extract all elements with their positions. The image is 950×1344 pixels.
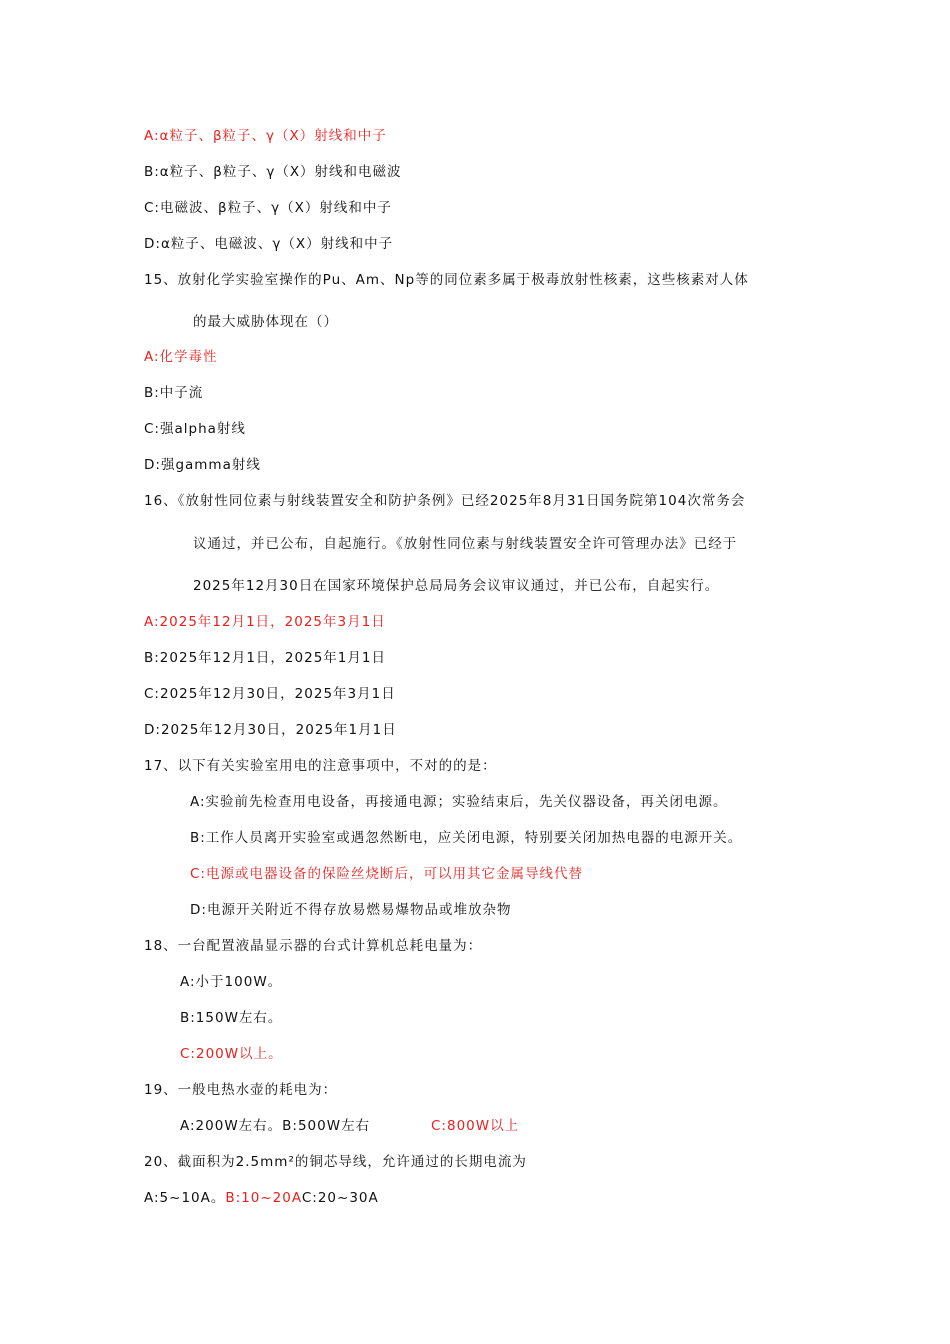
q16-stem-line-2: 议通过，并已公布，自起施行。《放射性同位素与射线装置安全许可管理办法》已经于 (193, 536, 738, 552)
q16-stem-line-1: 16、《放射性同位素与射线装置安全和防护条例》已经2025年8月31日国务院第104次常务会 (144, 493, 746, 509)
q17-option-b: B:工作人员离开实验室或遇忽然断电，应关闭电源，特别要关闭加热电器的电源开关。 (190, 830, 743, 846)
q18-stem: 18、一台配置液晶显示器的台式计算机总耗电量为： (144, 938, 483, 954)
q15-stem-line-2: 的最大威胁体现在（） (193, 314, 338, 330)
q16-option-d: D:2025年12月30日，2025年1月1日 (144, 722, 397, 738)
q20-option-c: C:20~30A (301, 1190, 379, 1206)
q15-option-c: C:强alpha射线 (144, 421, 246, 437)
q19-option-a-b: A:200W左右。B:500W左右 (180, 1118, 371, 1134)
q17-option-d: D:电源开关附近不得存放易燃易爆物品或堆放杂物 (190, 902, 512, 918)
q18-option-b: B:150W左右。 (180, 1010, 283, 1026)
q16-option-c: C:2025年12月30日，2025年3月1日 (144, 686, 396, 702)
q18-option-c-answer: C:200W以上。 (180, 1046, 283, 1062)
q20-options (144, 1189, 379, 1207)
q16-option-a-answer: A:2025年12月1日，2025年3月1日 (144, 614, 386, 630)
q15-option-d: D:强gamma射线 (144, 457, 261, 473)
q18-option-a: A:小于100W。 (180, 974, 283, 990)
q14-option-a-answer: A:α粒子、β粒子、γ（X）射线和中子 (144, 128, 387, 144)
q19-option-c-answer: C:800W以上 (431, 1118, 520, 1134)
q14-option-b: B:α粒子、β粒子、γ（X）射线和电磁波 (144, 164, 402, 180)
q20-option-b-answer: B:10~20A (225, 1190, 302, 1206)
q15-stem-line-1: 15、放射化学实验室操作的Pu、Am、Np等的同位素多属于极毒放射性核素，这些核素对人体 (144, 272, 749, 288)
q17-option-c-answer: C:电源或电器设备的保险丝烧断后，可以用其它金属导线代替 (190, 866, 583, 882)
q20-option-a: A:5~10A。 (144, 1190, 226, 1206)
q15-option-a-answer: A:化学毒性 (144, 349, 218, 365)
q17-option-a: A:实验前先检查用电设备，再接通电源；实验结束后，先关仪器设备，再关闭电源。 (190, 794, 728, 810)
q19-stem: 19、一般电热水壶的耗电为： (144, 1082, 338, 1098)
q16-option-b: B:2025年12月1日，2025年1月1日 (144, 650, 386, 666)
q14-option-c: C:电磁波、β粒子、γ（X）射线和中子 (144, 200, 392, 216)
q20-stem: 20、截面积为2.5mm²的铜芯导线，允许通过的长期电流为 (144, 1154, 527, 1170)
q17-stem: 17、以下有关实验室用电的注意事项中，不对的的是： (144, 758, 497, 774)
q16-stem-line-3: 2025年12月30日在国家环境保护总局局务会议审议通过，并已公布，自起实行。 (193, 578, 720, 594)
q15-option-b: B:中子流 (144, 385, 204, 401)
q14-option-d: D:α粒子、电磁波、γ（X）射线和中子 (144, 236, 394, 252)
